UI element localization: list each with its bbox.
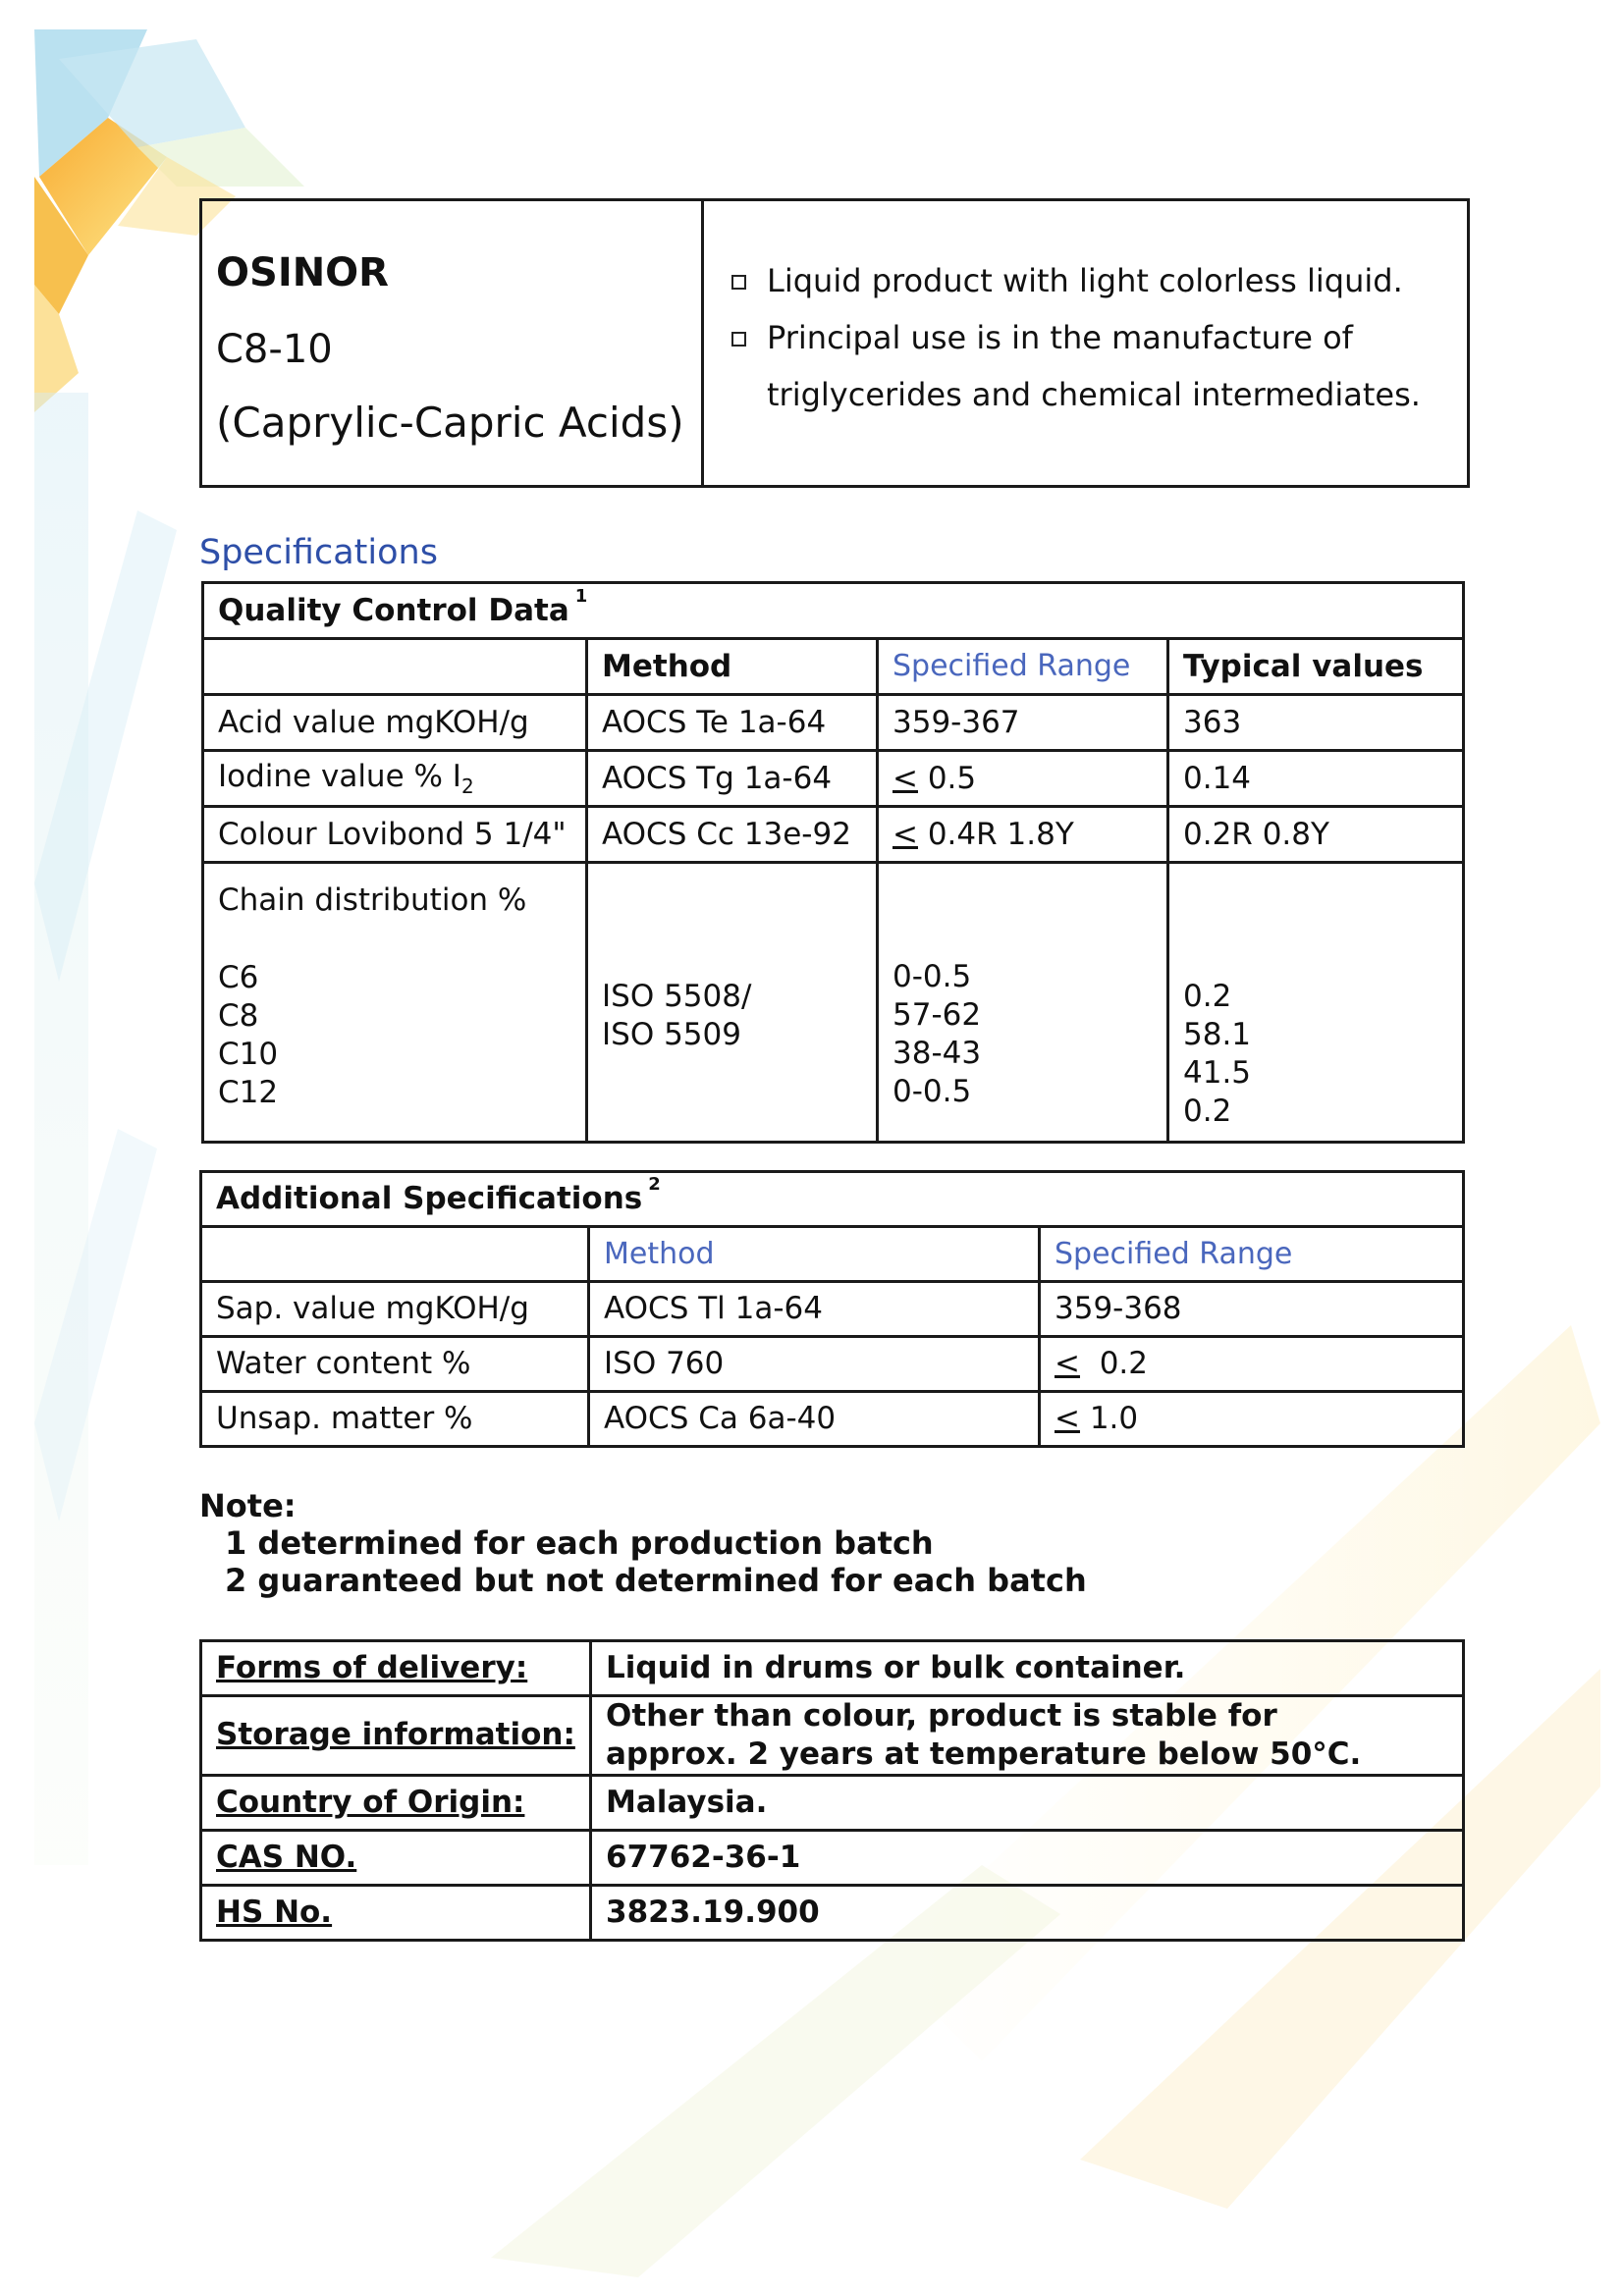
product-name: OSINOR (216, 250, 389, 295)
note-title: Note: (199, 1487, 297, 1524)
product-subtitle: (Caprylic-Capric Acids) (216, 399, 684, 447)
product-description-cell (703, 200, 1469, 487)
table-row: Country of Origin: Malaysia. (201, 1775, 1464, 1830)
table-row: CAS NO. 67762-36-1 (201, 1830, 1464, 1885)
table-row: Colour Lovibond 5 1/4" AOCS Cc 13e-92 < 0.4R 1.8Y 0.2R 0.8Y (203, 807, 1464, 863)
qc-table-title: Quality Control Data $^1$ (203, 583, 1464, 639)
table-row: HS No. 3823.19.900 (201, 1885, 1464, 1940)
header-blank (201, 1227, 589, 1282)
checkbox-bullet-icon (731, 275, 746, 290)
table-row: Storage information: Other than colour, product is stable for approx. 2 years at temperature below 50°C. (201, 1696, 1464, 1776)
table-row: Water content % ISO 760 < 0.2 (201, 1337, 1464, 1392)
note-block (199, 1487, 1087, 1599)
header-specified-range: Specified Range (878, 639, 1168, 695)
description-item: Principal use is in the manufacture of triglycerides and chemical intermediates. (724, 309, 1453, 423)
table-row: Forms of delivery: Liquid in drums or bulk container. (201, 1641, 1464, 1696)
header-blank (203, 639, 587, 695)
quality-control-table (201, 581, 1465, 1144)
chain-distribution-row: Chain distribution % C6 C8 C10 C12 ISO 5508/ ISO 5509 0-0.5 57-62 38-43 0-0.5 0.2 58.1 41.5 0.2 (203, 863, 1464, 1143)
table-row: Unsap. matter % AOCS Ca 6a-40 < 1.0 (201, 1392, 1464, 1447)
header-method: Method (589, 1227, 1040, 1282)
product-header-box (199, 198, 1470, 488)
table-row: Acid value mgKOH/g AOCS Te 1a-64 359-367 363 (203, 695, 1464, 751)
table-row: Sap. value mgKOH/g AOCS Tl 1a-64 359-368 (201, 1282, 1464, 1337)
note-line: 2 guaranteed but not determined for each batch (225, 1562, 1087, 1599)
table-row: Iodine value % $I_2$ AOCS Tg 1a-64 < 0.5 0.14 (203, 751, 1464, 807)
additional-table-title: Additional Specifications $^2$ (201, 1172, 1464, 1227)
note-line: 1 determined for each production batch (225, 1524, 934, 1562)
section-title-specifications: Specifications (199, 533, 438, 572)
header-method: Method (587, 639, 878, 695)
checkbox-bullet-icon (731, 332, 746, 347)
product-identity-cell (201, 200, 703, 487)
header-typical-values: Typical values (1168, 639, 1464, 695)
header-specified-range: Specified Range (1040, 1227, 1464, 1282)
description-list (718, 201, 1453, 423)
description-item: Liquid product with light colorless liquid. (724, 252, 1453, 309)
product-code: C8-10 (216, 327, 333, 372)
additional-specifications-table (199, 1170, 1465, 1448)
delivery-info-table (199, 1639, 1465, 1942)
